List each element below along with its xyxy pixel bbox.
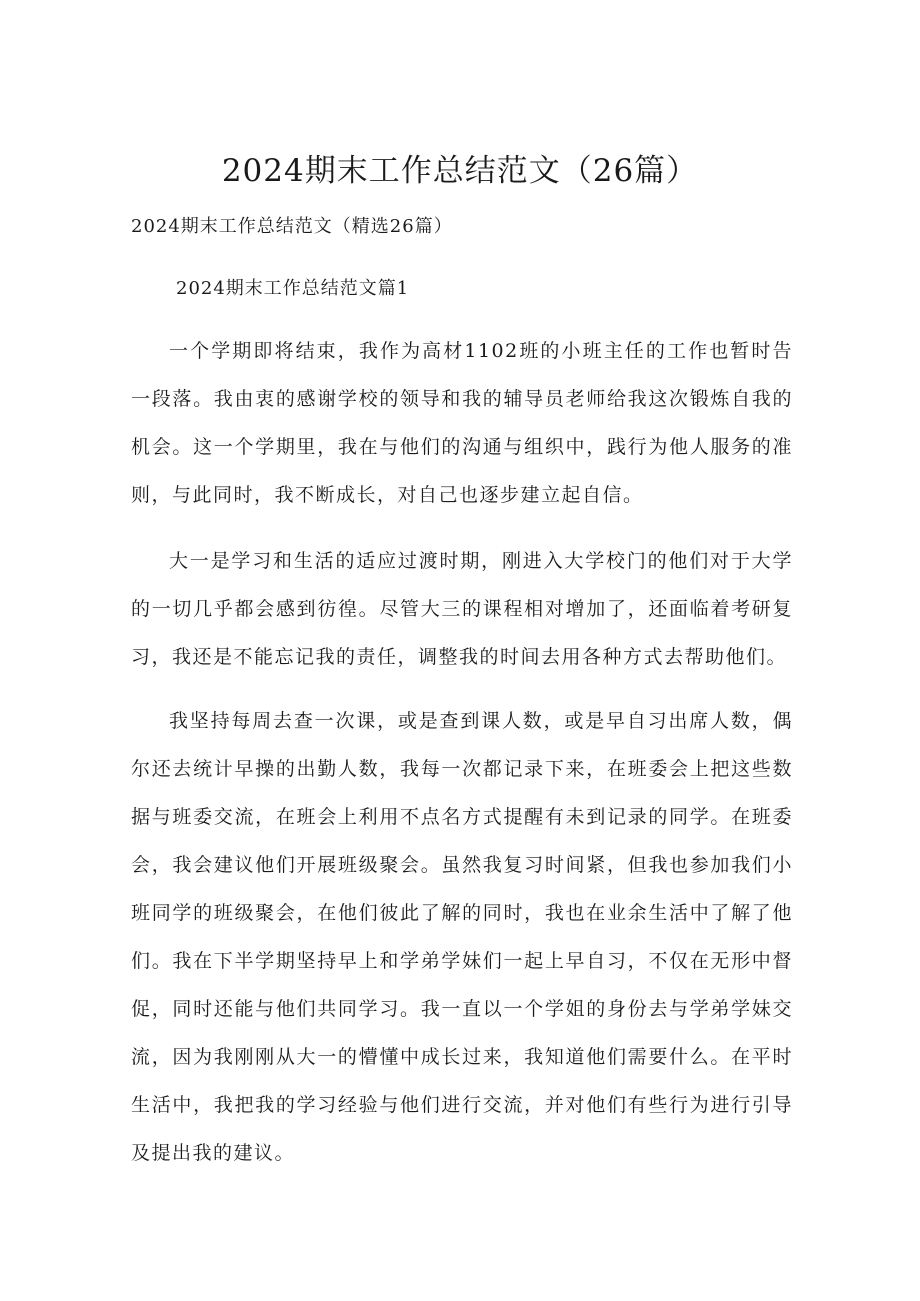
section-heading: 2024期末工作总结范文篇1 (176, 278, 410, 299)
document-title: 2024期末工作总结范文（26篇） (221, 153, 699, 189)
document-subtitle: 2024期末工作总结范文（精选26篇） (131, 216, 453, 237)
body-paragraph-1: 一个学期即将结束，我作为高材1102班的小班主任的工作也暂时告一段落。我由衷的感谢学校的领导和我的辅导员老师给我这次锻炼自我的机会。这一个学期里，我在与他们的沟通与组织中，践行为他人服务的准则，与此同时，我不断成长，对自己也逐步建立起自信。 (131, 340, 793, 506)
body-paragraph-2: 大一是学习和生活的适应过渡时期，刚进入大学校门的他们对于大学的一切几乎都会感到彷徨。尽管大三的课程相对增加了，还面临着考研复习，我还是不能忘记我的责任，调整我的时间去用各种方式去帮助他们。 (131, 550, 793, 668)
body-paragraph-3: 我坚持每周去查一次课，或是查到课人数，或是早自习出席人数，偶尔还去统计早操的出勤人数，我每一次都记录下来，在班委会上把这些数据与班委交流，在班会上利用不点名方式提醒有未到记录的同学。在班委会，我会建议他们开展班级聚会。虽然我复习时间紧，但我也参加我们小班同学的班级聚会，在他们彼此了解的同时，我也在业余生活中了解了他们。我在下半学期坚持早上和学弟学妹们一起上早自习，不仅在无形中督促，同时还能与他们共同学习。我一直以一个学姐的身份去与学弟学妹交流，因为我刚刚从大一的懵懂中成长过来，我知道他们需要什么。在平时生活中，我把我的学习经验与他们进行交流，并对他们有些行为进行引导及提出我的建议。 (131, 710, 793, 1164)
